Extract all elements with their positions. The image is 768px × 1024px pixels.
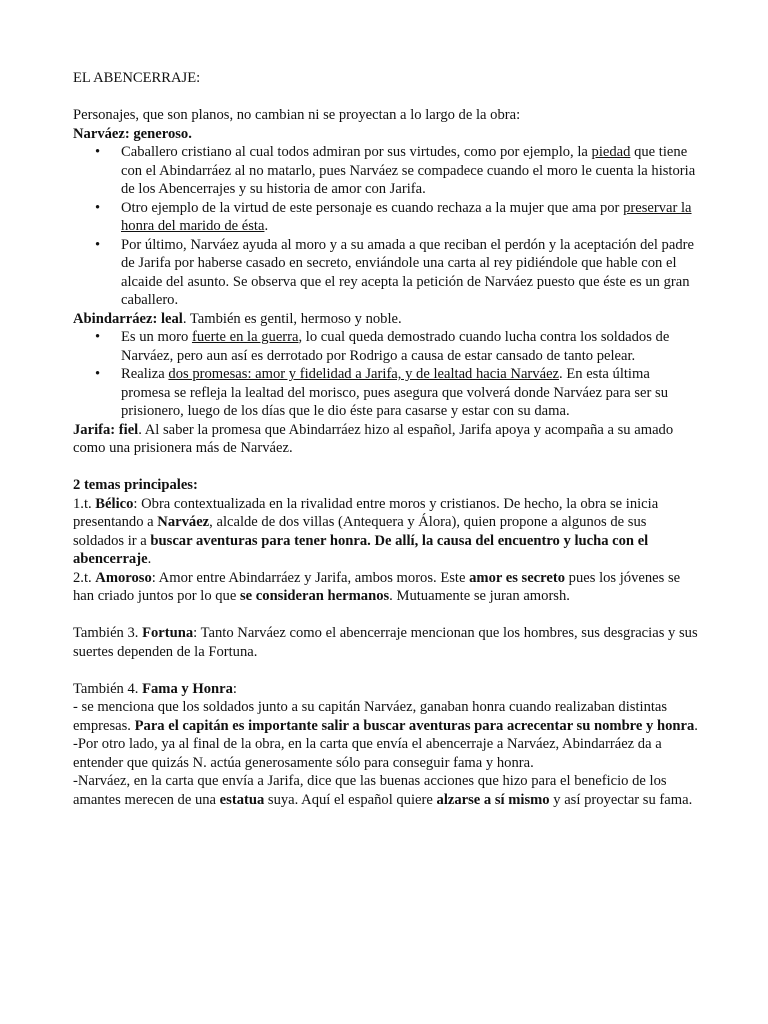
narvaez-bullet-list <box>73 143 701 310</box>
intro-paragraph: Personajes, que son planos, no cambian ni se proyectan a lo largo de la obra: <box>73 107 521 123</box>
abindarraez-heading: Abindarráez: leal. También es gentil, hermoso y noble. <box>73 310 402 327</box>
fama-item-2: -Por otro lado, ya al final de la obra, en la carta que envía el abencerraje a Narváez, Abindarráez da a entender que quizás N. actúa generosamente sólo para conseguir fama y honra. <box>73 736 662 771</box>
document-title: EL ABENCERRAJE: <box>73 70 201 86</box>
narvaez-heading <box>73 125 701 144</box>
spacer <box>73 88 701 107</box>
document-page <box>73 69 701 809</box>
spacer <box>73 458 701 477</box>
fortuna-paragraph: También 3. Fortuna: Tanto Narváez como el abencerraje mencionan que los hombres, sus desgracias y sus suertes dependen de la Fortuna. <box>73 625 698 660</box>
narvaez-heading-text: Narváez: generoso. <box>73 125 192 142</box>
list-item: • Es un moro fuerte en la guerra, lo cual queda demostrado cuando lucha contra los soldados de Narváez, pero aun así es derrotado por Rodrigo a causa de estar cansado de tanto pelear. <box>95 329 670 364</box>
list-item: • Realiza dos promesas: amor y fidelidad a Jarifa, y de lealtad hacia Narváez. En esta última promesa se refleja la lealtad del morisco, pues asegura que volverá donde Narváez para ser su prisionero, luego de los días que le dio éste para casarse y estar con su dama. <box>95 366 669 419</box>
list-item: • Caballero cristiano al cual todos admiran por sus virtudes, como por ejemplo, la piedad que tiene con el Abindarráez al no matarlo, pues Narváez se compadece cuando el moro le cuenta la historia de los Abencerrajes y su historia de amor con Jarifa. <box>95 144 696 197</box>
underlined-text: piedad <box>591 144 631 160</box>
bullet-icon: • <box>95 144 101 160</box>
temas-heading: 2 temas principales: <box>73 477 198 493</box>
spacer <box>73 661 701 680</box>
fama-heading: También 4. Fama y Honra: <box>73 680 237 697</box>
bullet-icon: • <box>95 199 101 216</box>
list-item: • Por último, Narváez ayuda al moro y a su amada a que reciban el perdón y la aceptación del padre de Jarifa por haberse casado en secreto, enviándole una carta al rey pidiéndole que hable con el alcaide del asunto. Se observa que el rey acepta la petición de Narváez puesto que éste es un gran caballero. <box>95 236 694 308</box>
underlined-text: preservar la honra del marido de ésta <box>121 199 692 234</box>
bullet-icon: • <box>95 366 101 382</box>
list-item: • Otro ejemplo de la virtud de este personaje es cuando rechaza a la mujer que ama por preservar la honra del marido de ésta. <box>95 199 692 234</box>
abindarraez-bullet-list <box>73 328 701 421</box>
fama-item-1: - se menciona que los soldados junto a su capitán Narváez, ganaban honra cuando realizaban distintas empresas. Para el capitán es importante salir a buscar aventuras para acrecentar su nombre y honra. <box>73 699 698 734</box>
jarifa-paragraph: Jarifa: fiel. Al saber la promesa que Abindarráez hizo al español, Jarifa apoya y acompaña a su amado como una prisionera más de Narváez. <box>73 421 674 456</box>
fama-item-3: -Narváez, en la carta que envía a Jarifa, dice que las buenas acciones que hizo para el beneficio de los amantes merecen de una estatua suya. Aquí el español quiere alzarse a sí mismo y así proyectar su fama. <box>73 773 693 808</box>
tema-amoroso-paragraph: 2.t. Amoroso: Amor entre Abindarráez y Jarifa, ambos moros. Este amor es secreto pues los jóvenes se han criado juntos por lo que se consideran hermanos. Mutuamente se juran amorsh. <box>73 569 681 604</box>
bullet-icon: • <box>95 329 101 345</box>
tema-belico-paragraph: 1.t. Bélico: Obra contextualizada en la rivalidad entre moros y cristianos. De hecho, la obra se inicia presentando a Narváez, alcalde de dos villas (Antequera y Álora), quien propone a algunos de sus soldados ir a buscar aventuras para tener honra. De allí, la causa del encuentro y lucha con el abencerraje. <box>73 495 659 567</box>
underlined-text: dos promesas: amor y fidelidad a Jarifa, y de lealtad hacia Narváez <box>168 366 560 382</box>
bullet-icon: • <box>95 236 101 253</box>
spacer <box>73 606 701 625</box>
underlined-text: fuerte en la guerra <box>191 329 299 345</box>
